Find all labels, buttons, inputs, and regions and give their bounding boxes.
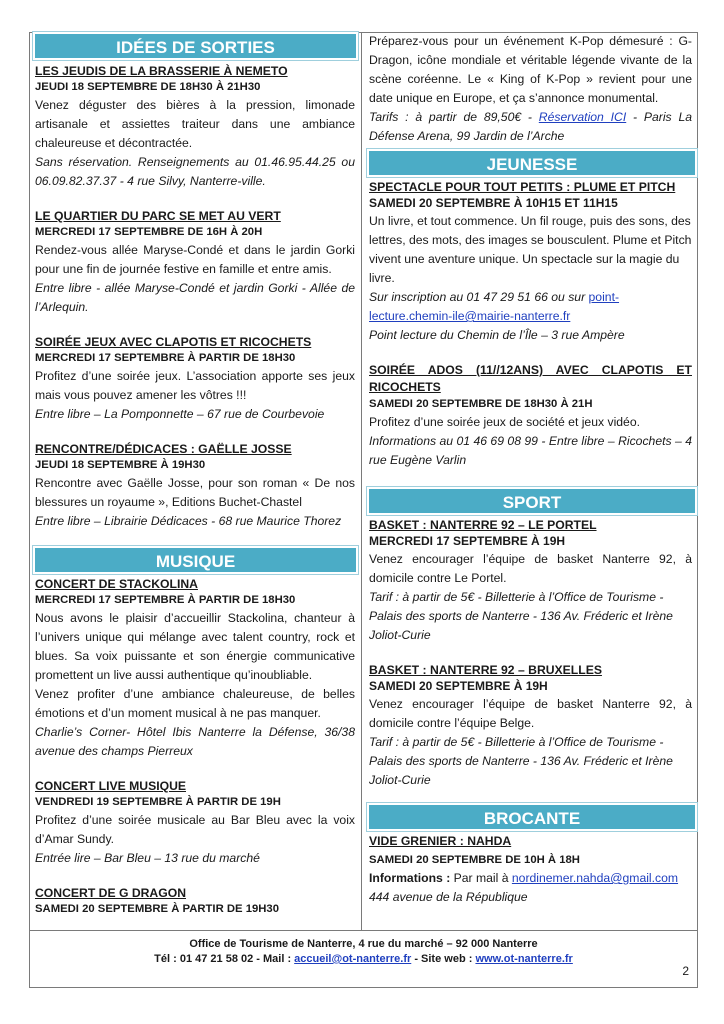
event-stackolina bbox=[30, 576, 358, 761]
event-basket-bruxelles bbox=[365, 662, 697, 790]
event-description: Préparez-vous pour un événement K-Pop démesuré : G-Dragon, icône mondiale et véritable légende vivante de la scène coréenne. Le « King of K-Pop » revient pour une date unique en Europe, et ça s’annonce monumental. bbox=[369, 34, 692, 105]
event-description: Rencontre avec Gaëlle Josse, pour son roman « De nos blessures un royaume », Editions Buchet-Chastel bbox=[35, 476, 355, 509]
event-info: Sans réservation. Renseignements au 01.46.95.44.25 ou 06.09.82.37.37 - 4 rue Silvy, Nanterre-ville. bbox=[35, 155, 355, 188]
info-label: Informations : bbox=[369, 871, 454, 885]
event-title: VIDE GRENIER : NAHDA bbox=[369, 834, 512, 848]
venue-text: - Paris La Défense Arena, 99 Jardin de l’Arche bbox=[369, 110, 693, 143]
event-title: SPECTACLE POUR TOUT PETITS : PLUME ET PITCH bbox=[369, 180, 676, 194]
event-plume-pitch bbox=[365, 179, 697, 345]
event-info: Entre libre – La Pomponnette – 67 rue de Courbevoie bbox=[35, 407, 325, 421]
footer-contact bbox=[30, 952, 697, 967]
footer-tel: Tél : 01 47 21 58 02 - Mail : bbox=[154, 953, 295, 965]
event-date: SAMEDI 20 SEPTEMBRE DE 10H À 18H bbox=[369, 854, 580, 866]
event-description: Nous avons le plaisir d’accueillir Stackolina, chanteur à l’univers unique qui mélange avec talent country, rock et blues. Sa voix puissante et son énergie communicative promettent un live aussi authentique qu’inoubliable. bbox=[35, 611, 355, 682]
event-date: MERCREDI 17 SEPTEMBRE À 19H bbox=[369, 534, 566, 548]
event-date: MERCREDI 17 SEPTEMBRE À PARTIR DE 18H30 bbox=[35, 352, 296, 364]
event-description: Rendez-vous allée Maryse-Condé et dans le jardin Gorki pour une fin de journée festive en famille et entre amis. bbox=[35, 243, 355, 276]
section-header-brocante: BROCANTE bbox=[367, 803, 697, 831]
event-vide-grenier bbox=[365, 833, 697, 907]
event-date: MERCREDI 17 SEPTEMBRE DE 16H À 20H bbox=[35, 226, 263, 238]
right-column bbox=[365, 32, 697, 907]
email-link[interactable]: nordinemer.nahda@gmail.com bbox=[511, 871, 679, 885]
section-header-sport: SPORT bbox=[367, 487, 697, 515]
tarif-text: Tarifs : à partir de 89,50€ - bbox=[369, 110, 539, 124]
column-divider bbox=[361, 32, 362, 930]
event-title: CONCERT DE STACKOLINA bbox=[35, 577, 198, 591]
reservation-link[interactable]: Réservation ICI bbox=[538, 110, 627, 124]
event-description: Profitez d’une soirée musicale au Bar Bleu avec la voix d’Amar Sundy. bbox=[35, 813, 355, 846]
event-info: Entrée lire – Bar Bleu – 13 rue du marché bbox=[35, 851, 260, 865]
event-date: SAMEDI 20 SEPTEMBRE À PARTIR DE 19H30 bbox=[35, 903, 279, 915]
info-text: Par mail à bbox=[453, 871, 512, 885]
event-info bbox=[369, 108, 692, 146]
event-info: Entre libre – Librairie Dédicaces - 68 rue Maurice Thorez bbox=[35, 514, 342, 528]
event-date: SAMEDI 20 SEPTEMBRE À 10H15 ET 11H15 bbox=[369, 196, 618, 210]
event-brasserie bbox=[30, 63, 358, 191]
event-description: Profitez d’une soirée jeux. L’association apporte ses jeux mais vous pouvez amener les vôtres !!! bbox=[35, 369, 355, 402]
page-number: 2 bbox=[682, 964, 689, 978]
event-venue: 444 avenue de la République bbox=[369, 890, 528, 904]
footer-web-label: - Site web : bbox=[411, 953, 476, 965]
event-date: VENDREDI 19 SEPTEMBRE À PARTIR DE 19H bbox=[35, 796, 281, 808]
event-description: Venez déguster des bières à la pression, limonade artisanale et assiettes traiteur dans une ambiance chaleureuse et décontractée. bbox=[35, 98, 355, 150]
event-g-dragon-continued bbox=[365, 32, 697, 146]
event-description: Venez encourager l’équipe de basket Nanterre 92, à domicile contre Le Portel. bbox=[369, 552, 692, 585]
event-info: Charlie’s Corner- Hôtel Ibis Nanterre la Défense, 36/38 avenue des champs Pierreux bbox=[35, 725, 355, 758]
section-header-musique: MUSIQUE bbox=[33, 546, 358, 574]
event-quartier-parc bbox=[30, 208, 358, 317]
event-title: BASKET : NANTERRE 92 – BRUXELLES bbox=[369, 663, 602, 677]
event-info: Tarif : à partir de 5€ - Billetterie à l’Office de Tourisme - Palais des sports de Nanterre - 136 Av. Fréderic et Irène Joliot-Curie bbox=[369, 735, 673, 787]
event-info: Informations au 01 46 69 08 99 - Entre libre – Ricochets – 4 rue Eugène Varlin bbox=[369, 434, 692, 467]
event-soiree-ados bbox=[365, 362, 697, 470]
event-date: JEUDI 18 SEPTEMBRE À 19H30 bbox=[35, 459, 206, 471]
event-description-2: Venez profiter d’une ambiance chaleureuse, de belles émotions et d’un moment musical à ne pas manquer. bbox=[35, 687, 355, 720]
event-title: LE QUARTIER DU PARC SE MET AU VERT bbox=[35, 209, 281, 223]
section-header-sorties: IDÉES DE SORTIES bbox=[33, 32, 358, 60]
event-title: LES JEUDIS DE LA BRASSERIE À NEMETO bbox=[35, 64, 288, 78]
footer-web-link[interactable]: www.ot-nanterre.fr bbox=[475, 953, 573, 965]
info-text: Sur inscription au 01 47 29 51 66 ou sur bbox=[369, 290, 589, 304]
event-info: Entre libre - allée Maryse-Condé et jardin Gorki - Allée de l’Arlequin. bbox=[35, 281, 355, 314]
email-link[interactable]: point-lecture.chemin-ile@mairie-nanterre.fr bbox=[369, 290, 620, 323]
section-header-jeunesse: JEUNESSE bbox=[367, 149, 697, 177]
left-column bbox=[30, 32, 358, 918]
event-title: CONCERT DE G DRAGON bbox=[35, 886, 186, 900]
event-description: Venez encourager l’équipe de basket Nanterre 92, à domicile contre l’équipe Belge. bbox=[369, 697, 692, 730]
footer-mail-link[interactable]: accueil@ot-nanterre.fr bbox=[294, 953, 412, 965]
event-date: JEUDI 18 SEPTEMBRE DE 18H30 À 21H30 bbox=[35, 81, 261, 93]
event-g-dragon bbox=[30, 885, 358, 918]
event-title: SOIRÉE JEUX AVEC CLAPOTIS ET RICOCHETS bbox=[35, 335, 312, 349]
footer bbox=[30, 930, 697, 987]
footer-address: Office de Tourisme de Nanterre, 4 rue du marché – 92 000 Nanterre bbox=[189, 938, 538, 950]
event-venue: Point lecture du Chemin de l’Île – 3 rue Ampère bbox=[369, 328, 625, 342]
event-description: Un livre, et tout commence. Un fil rouge, puis des sons, des lettres, des mots, des images se bousculent. Plume et Pitch vivent une aventure unique. Un spectacle sur la magie du livre. bbox=[369, 214, 692, 285]
event-info: Tarif : à partir de 5€ - Billetterie à l’Office de Tourisme - Palais des sports de Nanterre - 136 Av. Fréderic et Irène Joliot-Curie bbox=[369, 590, 673, 642]
event-title: RENCONTRE/DÉDICACES : GAËLLE JOSSE bbox=[35, 442, 292, 456]
event-gaelle-josse bbox=[30, 441, 358, 531]
event-title: BASKET : NANTERRE 92 – LE PORTEL bbox=[369, 518, 597, 532]
event-info bbox=[369, 869, 692, 888]
event-date: SAMEDI 20 SEPTEMBRE DE 18H30 À 21H bbox=[369, 398, 593, 410]
event-title: SOIRÉE ADOS (11//12ANS) AVEC CLAPOTIS ET RICOCHETS bbox=[369, 363, 692, 394]
event-date: SAMEDI 20 SEPTEMBRE À 19H bbox=[369, 679, 548, 693]
event-date: MERCREDI 17 SEPTEMBRE À PARTIR DE 18H30 bbox=[35, 594, 296, 606]
event-title: CONCERT LIVE MUSIQUE bbox=[35, 779, 186, 793]
event-basket-portel bbox=[365, 517, 697, 645]
event-live-musique bbox=[30, 778, 358, 868]
event-info bbox=[369, 288, 692, 326]
event-description: Profitez d’une soirée jeux de société et jeux vidéo. bbox=[369, 415, 640, 429]
event-soiree-jeux bbox=[30, 334, 358, 424]
